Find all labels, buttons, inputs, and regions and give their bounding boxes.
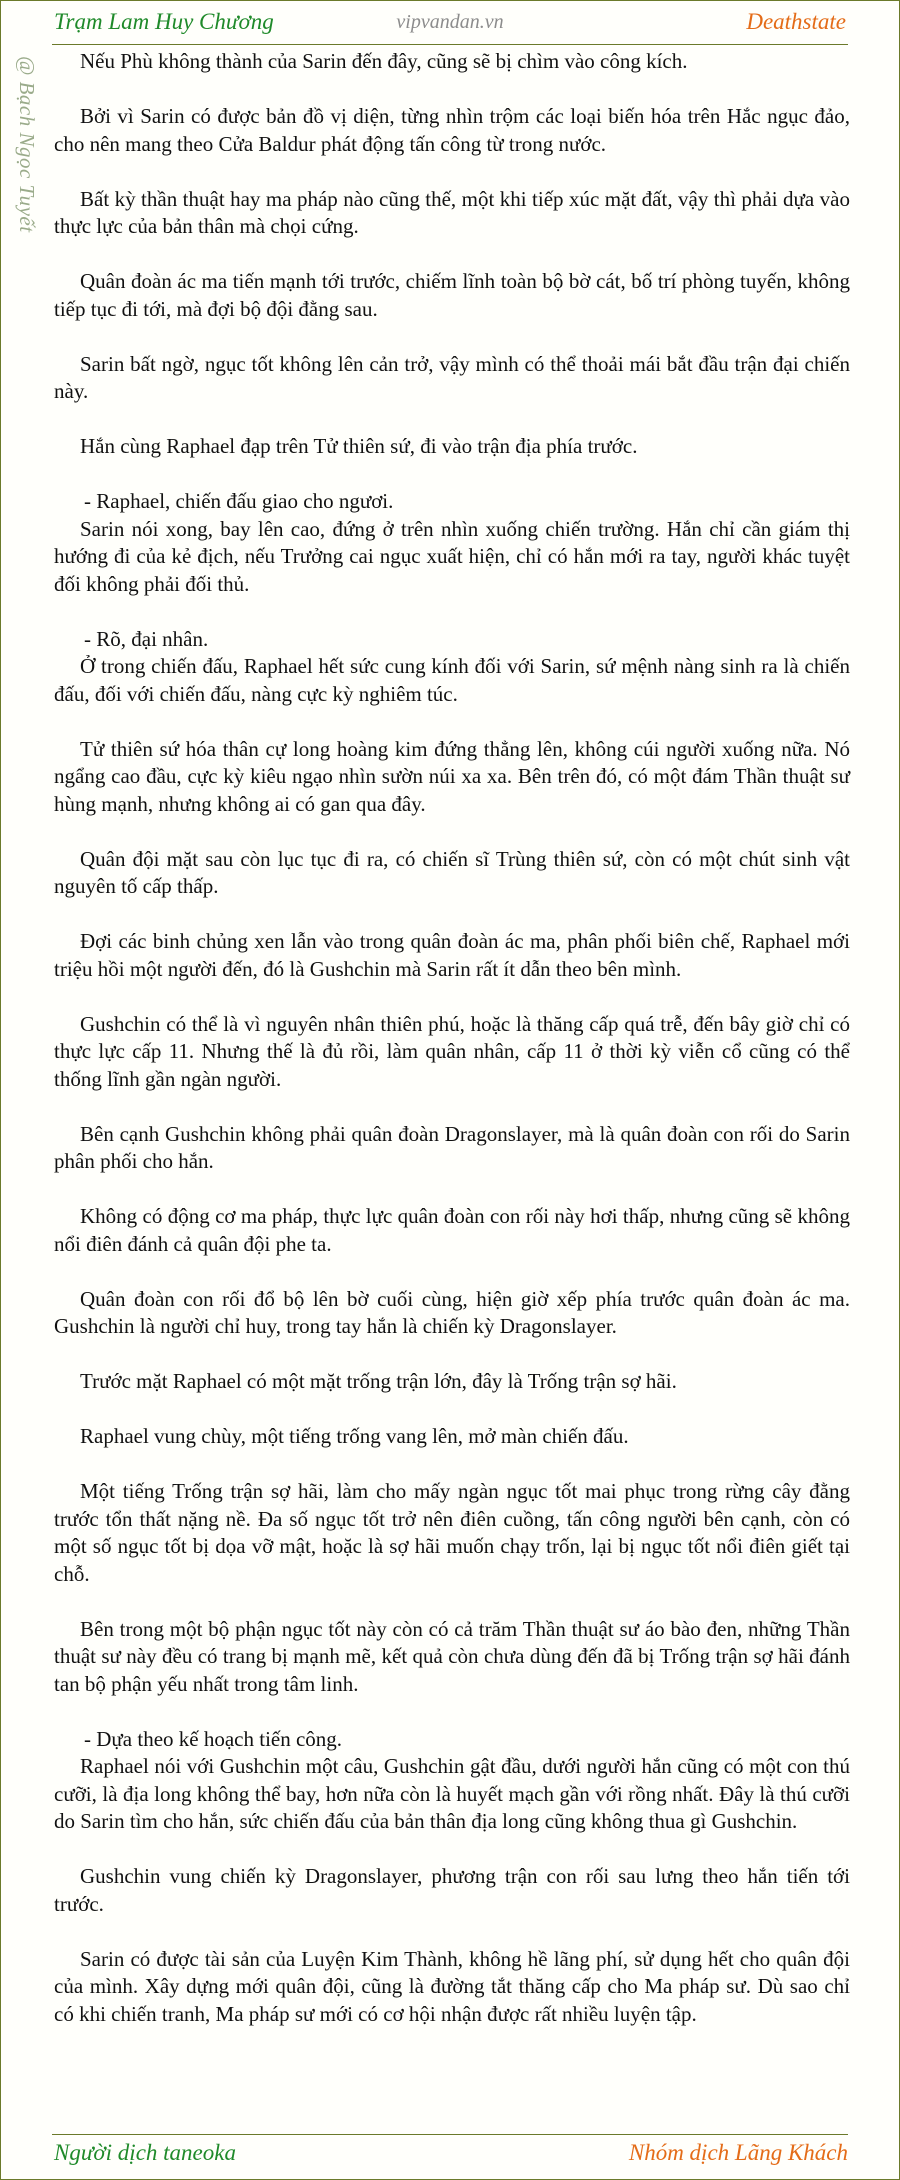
paragraph: Bên cạnh Gushchin không phải quân đoàn Dragonslayer, mà là quân đoàn con rối do Sarin phân phối cho hắn. bbox=[54, 1121, 850, 1173]
paragraph: Ở trong chiến đấu, Raphael hết sức cung kính đối với Sarin, sứ mệnh nàng sinh ra là chiến đấu, đối với chiến đấu, nàng cực kỳ nghiêm túc. bbox=[54, 654, 850, 706]
dialog-line: - Dựa theo kế hoạch tiến công. bbox=[84, 1726, 343, 1751]
paragraph: Bởi vì Sarin có được bản đồ vị diện, từng nhìn trộm các loại biến hóa trên Hắc ngục đảo, cho nên mang theo Cửa Baldur phát động tấn công từ trong nước. bbox=[54, 104, 850, 156]
paragraph: Sarin nói xong, bay lên cao, đứng ở trên nhìn xuống chiến trường. Hắn chỉ cần giám thị hướng đi của kẻ địch, nếu Trưởng cai ngục xuất hiện, chỉ có hắn mới ra tay, người khác tuyệt đối không phải đối thủ. bbox=[54, 516, 850, 596]
header-book-title: Deathstate bbox=[746, 9, 846, 34]
footer-translator: Người dịch taneoka bbox=[54, 2140, 236, 2165]
paragraph: Quân đội mặt sau còn lục tục đi ra, có chiến sĩ Trùng thiên sứ, còn có một chút sinh vật nguyên tố cấp thấp. bbox=[54, 846, 850, 898]
paragraph: Quân đoàn ác ma tiến mạnh tới trước, chiếm lĩnh toàn bộ bờ cát, bố trí phòng tuyến, không tiếp tục đi tới, mà đợi bộ đội đằng sau. bbox=[54, 269, 850, 321]
header-url[interactable]: vipvandan.vn bbox=[396, 11, 504, 33]
dialog-line: - Rõ, đại nhân. bbox=[84, 626, 209, 651]
footer-divider bbox=[52, 2134, 848, 2135]
paragraph: Raphael nói với Gushchin một câu, Gushchin gật đầu, dưới người hắn cũng có một con thú cưỡi, là địa long không thể bay, hơn nữa còn là huyết mạch gần với rồng nhất. Đây là thú cưỡi do Sarin tìm cho hắn, sức chiến đấu của bản thân địa long cũng không thua gì Gushchin. bbox=[54, 1754, 850, 1833]
header-site-name: Trạm Lam Huy Chương bbox=[54, 9, 274, 34]
header-divider bbox=[52, 44, 848, 45]
paragraph: Sarin có được tài sản của Luyện Kim Thành, không hề lãng phí, sử dụng hết cho quân đội của mình. Xây dựng mới quân đội, cũng là đường tắt thăng cấp cho Ma pháp sư. Dù sao chỉ có khi chiến tranh, Ma pháp sư mới có cơ hội nhận được rất nhiều luyện tập. bbox=[54, 1946, 850, 2026]
paragraph: Hắn cùng Raphael đạp trên Tử thiên sứ, đi vào trận địa phía trước. bbox=[80, 434, 638, 458]
chapter-text bbox=[54, 48, 850, 2028]
paragraph: Gushchin có thể là vì nguyên nhân thiên phú, hoặc là thăng cấp quá trễ, đến bây giờ chỉ có thực lực cấp 11. Nhưng thế là đủ rồi, làm quân nhân, cấp 11 ở thời kỳ viễn cổ cũng có thể thống lĩnh gần ngàn người. bbox=[54, 1011, 850, 1091]
side-watermark-credit: @ Bạch Ngọc Tuyết bbox=[15, 56, 39, 233]
paragraph: Không có động cơ ma pháp, thực lực quân đoàn con rối này hơi thấp, nhưng cũng sẽ không nổi điên đánh cả quân đội phe ta. bbox=[54, 1204, 850, 1256]
paragraph: Raphael vung chùy, một tiếng trống vang lên, mở màn chiến đấu. bbox=[80, 1424, 629, 1448]
paragraph: Gushchin vung chiến kỳ Dragonslayer, phương trận con rối sau lưng theo hắn tiến tới trước. bbox=[54, 1864, 850, 1916]
paragraph: Sarin bất ngờ, ngục tốt không lên cản trở, vậy mình có thể thoải mái bắt đầu trận đại chiến này. bbox=[54, 351, 850, 403]
dialog-line: - Raphael, chiến đấu giao cho ngươi. bbox=[84, 489, 394, 513]
paragraph: Trước mặt Raphael có một mặt trống trận lớn, đây là Trống trận sợ hãi. bbox=[80, 1369, 677, 1393]
paragraph: Nếu Phù không thành của Sarin đến đây, cũng sẽ bị chìm vào công kích. bbox=[80, 49, 688, 73]
paragraph: Tử thiên sứ hóa thân cự long hoàng kim đứng thẳng lên, không cúi người xuống nữa. Nó ngẩng cao đầu, cực kỳ kiêu ngạo nhìn sườn núi xa xa. Bên trên đó, có một đám Thần thuật sư hùng mạnh, nhưng không ai có gan qua đây. bbox=[54, 736, 850, 816]
footer-translation-group: Nhóm dịch Lãng Khách bbox=[628, 2140, 848, 2165]
paragraph: Đợi các binh chủng xen lẫn vào trong quân đoàn ác ma, phân phối biên chế, Raphael mới triệu hồi một người đến, đó là Gushchin mà Sarin rất ít dẫn theo bên mình. bbox=[54, 929, 850, 981]
page-header bbox=[0, 0, 900, 46]
paragraph: Một tiếng Trống trận sợ hãi, làm cho mấy ngàn ngục tốt mai phục trong rừng cây đằng trước tổn thất nặng nề. Đa số ngục tốt trở nên điên cuồng, tấn công người bên cạnh, còn có một số ngục tốt bị dọa vỡ mật, hoặc là sợ hãi muốn chạy trốn, lại bị ngục tốt nổi điên giết tại chỗ. bbox=[54, 1479, 850, 1586]
paragraph: Bất kỳ thần thuật hay ma pháp nào cũng thế, một khi tiếp xúc mặt đất, vậy thì phải dựa vào thực lực của bản thân mà chọi cứng. bbox=[54, 186, 850, 238]
paragraph: Quân đoàn con rối đổ bộ lên bờ cuối cùng, hiện giờ xếp phía trước quân đoàn ác ma. Gushchin là người chỉ huy, trong tay hắn là chiến kỳ Dragonslayer. bbox=[54, 1286, 850, 1338]
paragraph: Bên trong một bộ phận ngục tốt này còn có cả trăm Thần thuật sư áo bào đen, những Thần thuật sư này đều có trang bị mạnh mẽ, kết quả còn chưa dùng đến đã bị Trống trận sợ hãi đánh tan bộ phận yếu nhất trong tâm linh. bbox=[54, 1616, 850, 1696]
